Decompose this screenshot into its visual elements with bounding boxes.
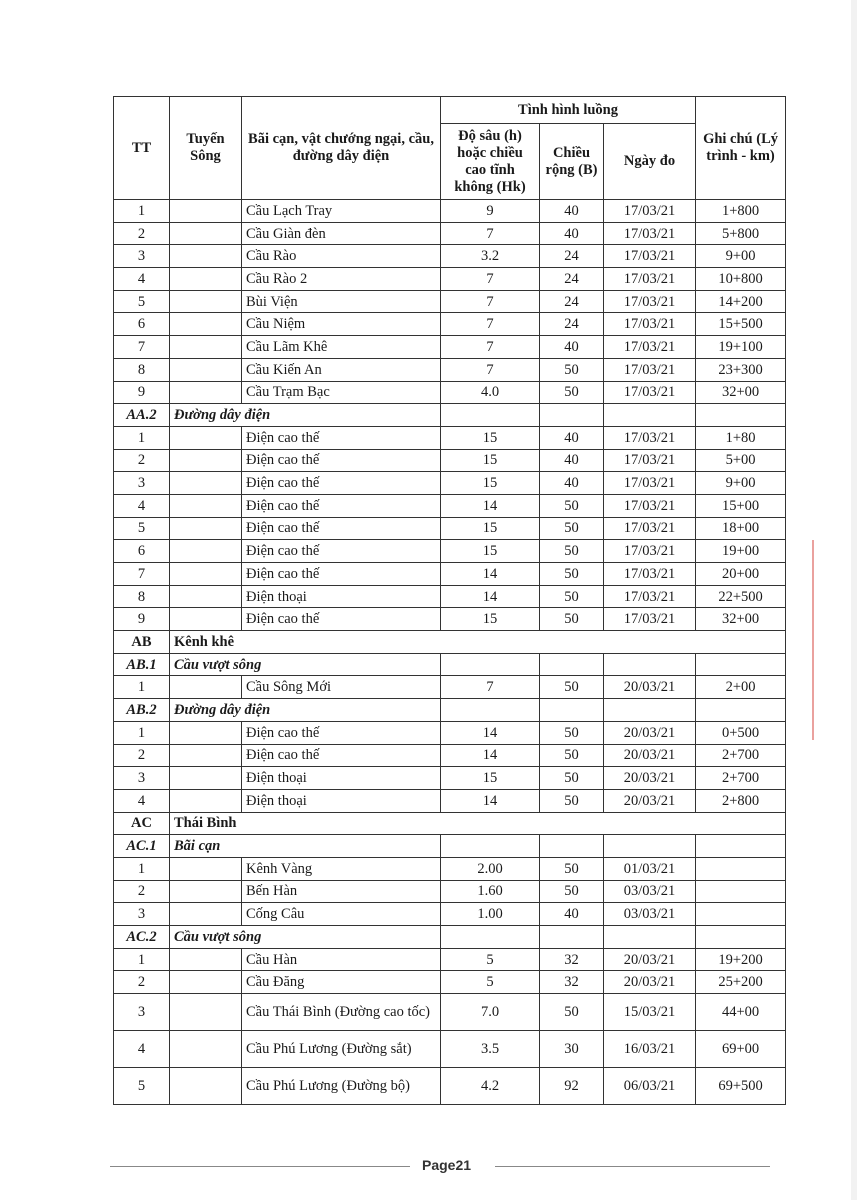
table-row bbox=[114, 608, 786, 631]
table-row bbox=[114, 767, 786, 790]
row-number: 6 bbox=[114, 540, 170, 563]
item-name: Cầu Sông Mới bbox=[242, 676, 441, 699]
item-name: Điện cao thế bbox=[242, 517, 441, 540]
width-value: 92 bbox=[540, 1068, 604, 1105]
header-tinh-hinh-luong: Tình hình luồng bbox=[441, 97, 696, 124]
survey-date: 17/03/21 bbox=[604, 222, 696, 245]
row-number: 7 bbox=[114, 336, 170, 359]
survey-date: 20/03/21 bbox=[604, 767, 696, 790]
row-number: 4 bbox=[114, 268, 170, 291]
page-footer bbox=[100, 1157, 780, 1177]
river-route-cell bbox=[170, 903, 242, 926]
width-value: 40 bbox=[540, 222, 604, 245]
width-value: 50 bbox=[540, 857, 604, 880]
item-name: Cầu Phú Lương (Đường bộ) bbox=[242, 1068, 441, 1105]
table-row bbox=[114, 200, 786, 223]
river-route-cell bbox=[170, 1068, 242, 1105]
river-route-cell bbox=[170, 313, 242, 336]
survey-date: 17/03/21 bbox=[604, 358, 696, 381]
chainage-km: 5+00 bbox=[696, 449, 786, 472]
depth-height-value: 1.00 bbox=[441, 903, 540, 926]
chainage-km: 69+500 bbox=[696, 1068, 786, 1105]
header-tt: TT bbox=[114, 97, 170, 200]
depth-height-value: 4.2 bbox=[441, 1068, 540, 1105]
chainage-km: 32+00 bbox=[696, 381, 786, 404]
width-value: 24 bbox=[540, 268, 604, 291]
table-row bbox=[114, 472, 786, 495]
section-ab2-row bbox=[114, 699, 786, 722]
river-route-cell bbox=[170, 585, 242, 608]
width-value: 24 bbox=[540, 290, 604, 313]
item-name: Bến Hàn bbox=[242, 880, 441, 903]
item-name: Kênh Vàng bbox=[242, 857, 441, 880]
width-value: 50 bbox=[540, 540, 604, 563]
width-value: 50 bbox=[540, 880, 604, 903]
depth-height-value: 14 bbox=[441, 494, 540, 517]
survey-date: 17/03/21 bbox=[604, 494, 696, 517]
chainage-km: 23+300 bbox=[696, 358, 786, 381]
row-number: 9 bbox=[114, 608, 170, 631]
river-route-cell bbox=[170, 472, 242, 495]
section-ac1-row bbox=[114, 835, 786, 858]
header-bai-can: Bãi cạn, vật chướng ngại, cầu, đường dây điện bbox=[242, 97, 441, 200]
row-number: 2 bbox=[114, 222, 170, 245]
row-number: 2 bbox=[114, 880, 170, 903]
river-route-cell bbox=[170, 426, 242, 449]
table-row bbox=[114, 336, 786, 359]
table-row bbox=[114, 1068, 786, 1105]
header-chieu-rong: Chiều rộng (B) bbox=[540, 124, 604, 200]
chainage-km: 2+800 bbox=[696, 789, 786, 812]
river-route-cell bbox=[170, 676, 242, 699]
depth-height-value: 7 bbox=[441, 313, 540, 336]
survey-date: 17/03/21 bbox=[604, 336, 696, 359]
survey-date: 20/03/21 bbox=[604, 676, 696, 699]
section-title: Cầu vượt sông bbox=[170, 653, 441, 676]
river-route-cell bbox=[170, 494, 242, 517]
row-number: 5 bbox=[114, 1068, 170, 1105]
depth-height-value: 14 bbox=[441, 789, 540, 812]
row-number: 2 bbox=[114, 971, 170, 994]
item-name: Điện thoại bbox=[242, 789, 441, 812]
river-route-cell bbox=[170, 449, 242, 472]
section-title: Đường dây điện bbox=[170, 404, 441, 427]
item-name: Cầu Giàn đèn bbox=[242, 222, 441, 245]
row-number: 2 bbox=[114, 744, 170, 767]
row-number: 8 bbox=[114, 585, 170, 608]
width-value: 40 bbox=[540, 903, 604, 926]
width-value: 40 bbox=[540, 449, 604, 472]
row-number: 4 bbox=[114, 1031, 170, 1068]
depth-height-value: 1.60 bbox=[441, 880, 540, 903]
item-name: Cầu Hàn bbox=[242, 948, 441, 971]
item-name: Điện cao thế bbox=[242, 744, 441, 767]
header-ghi-chu: Ghi chú (Lý trình - km) bbox=[696, 97, 786, 200]
row-number: 9 bbox=[114, 381, 170, 404]
river-route-cell bbox=[170, 948, 242, 971]
depth-height-value: 7 bbox=[441, 676, 540, 699]
chainage-km: 0+500 bbox=[696, 721, 786, 744]
chainage-km: 20+00 bbox=[696, 563, 786, 586]
river-route-cell bbox=[170, 540, 242, 563]
row-number: 2 bbox=[114, 449, 170, 472]
item-name: Cầu Phú Lương (Đường sắt) bbox=[242, 1031, 441, 1068]
width-value: 30 bbox=[540, 1031, 604, 1068]
table-row bbox=[114, 290, 786, 313]
section-code: AB.2 bbox=[114, 699, 170, 722]
width-value: 50 bbox=[540, 789, 604, 812]
depth-height-value: 5 bbox=[441, 971, 540, 994]
section-aa2-row bbox=[114, 404, 786, 427]
survey-date: 20/03/21 bbox=[604, 789, 696, 812]
section-title: Đường dây điện bbox=[170, 699, 441, 722]
row-number: 7 bbox=[114, 563, 170, 586]
chainage-km: 10+800 bbox=[696, 268, 786, 291]
depth-height-value: 7.0 bbox=[441, 994, 540, 1031]
survey-date: 01/03/21 bbox=[604, 857, 696, 880]
width-value: 50 bbox=[540, 721, 604, 744]
chainage-km: 15+500 bbox=[696, 313, 786, 336]
page-number: Page21 bbox=[422, 1157, 472, 1173]
width-value: 40 bbox=[540, 426, 604, 449]
table-row bbox=[114, 268, 786, 291]
river-route-cell bbox=[170, 245, 242, 268]
item-name: Điện cao thế bbox=[242, 472, 441, 495]
item-name: Điện cao thế bbox=[242, 540, 441, 563]
survey-date: 20/03/21 bbox=[604, 948, 696, 971]
survey-date: 17/03/21 bbox=[604, 313, 696, 336]
river-route-cell bbox=[170, 789, 242, 812]
row-number: 1 bbox=[114, 676, 170, 699]
section-code: AB.1 bbox=[114, 653, 170, 676]
row-number: 3 bbox=[114, 903, 170, 926]
survey-date: 15/03/21 bbox=[604, 994, 696, 1031]
table-row bbox=[114, 426, 786, 449]
table-row bbox=[114, 948, 786, 971]
row-number: 5 bbox=[114, 290, 170, 313]
item-name: Điện cao thế bbox=[242, 449, 441, 472]
row-number: 1 bbox=[114, 200, 170, 223]
river-route-cell bbox=[170, 721, 242, 744]
river-route-cell bbox=[170, 358, 242, 381]
section-title: Bãi cạn bbox=[170, 835, 441, 858]
depth-height-value: 9 bbox=[441, 200, 540, 223]
item-name: Cống Câu bbox=[242, 903, 441, 926]
width-value: 40 bbox=[540, 200, 604, 223]
river-route-cell bbox=[170, 1031, 242, 1068]
footer-rule-left bbox=[110, 1166, 410, 1167]
section-code: AC.2 bbox=[114, 926, 170, 949]
row-number: 4 bbox=[114, 494, 170, 517]
table-row bbox=[114, 540, 786, 563]
survey-date: 20/03/21 bbox=[604, 744, 696, 767]
survey-date: 17/03/21 bbox=[604, 245, 696, 268]
section-ab1-row bbox=[114, 653, 786, 676]
table-row bbox=[114, 358, 786, 381]
table-row bbox=[114, 721, 786, 744]
item-name: Cầu Lạch Tray bbox=[242, 200, 441, 223]
river-route-cell bbox=[170, 994, 242, 1031]
depth-height-value: 4.0 bbox=[441, 381, 540, 404]
river-route-cell bbox=[170, 767, 242, 790]
depth-height-value: 15 bbox=[441, 472, 540, 495]
depth-height-value: 5 bbox=[441, 948, 540, 971]
survey-date: 17/03/21 bbox=[604, 517, 696, 540]
survey-date: 17/03/21 bbox=[604, 563, 696, 586]
chainage-km bbox=[696, 857, 786, 880]
river-route-cell bbox=[170, 517, 242, 540]
table-body bbox=[114, 200, 786, 1105]
chainage-km: 19+00 bbox=[696, 540, 786, 563]
depth-height-value: 7 bbox=[441, 222, 540, 245]
survey-date: 16/03/21 bbox=[604, 1031, 696, 1068]
river-route-cell bbox=[170, 336, 242, 359]
river-route-cell bbox=[170, 222, 242, 245]
section-ac2-row bbox=[114, 926, 786, 949]
header-tuyen-song: Tuyến Sông bbox=[170, 97, 242, 200]
item-name: Cầu Lãm Khê bbox=[242, 336, 441, 359]
table-row bbox=[114, 994, 786, 1031]
width-value: 40 bbox=[540, 472, 604, 495]
table-row bbox=[114, 676, 786, 699]
width-value: 50 bbox=[540, 767, 604, 790]
chainage-km: 25+200 bbox=[696, 971, 786, 994]
river-route-cell bbox=[170, 381, 242, 404]
table-row bbox=[114, 971, 786, 994]
width-value: 32 bbox=[540, 971, 604, 994]
row-number: 3 bbox=[114, 472, 170, 495]
chainage-km: 1+80 bbox=[696, 426, 786, 449]
chainage-km bbox=[696, 880, 786, 903]
item-name: Cầu Đăng bbox=[242, 971, 441, 994]
depth-height-value: 15 bbox=[441, 517, 540, 540]
survey-date: 17/03/21 bbox=[604, 540, 696, 563]
table-row bbox=[114, 903, 786, 926]
item-name: Cầu Rào bbox=[242, 245, 441, 268]
channel-status-table bbox=[113, 96, 786, 1105]
section-code: AA.2 bbox=[114, 404, 170, 427]
survey-date: 17/03/21 bbox=[604, 200, 696, 223]
depth-height-value: 14 bbox=[441, 721, 540, 744]
section-title: Thái Bình bbox=[170, 812, 786, 835]
table-row bbox=[114, 449, 786, 472]
river-route-cell bbox=[170, 971, 242, 994]
depth-height-value: 14 bbox=[441, 585, 540, 608]
river-route-cell bbox=[170, 290, 242, 313]
chainage-km: 69+00 bbox=[696, 1031, 786, 1068]
survey-date: 03/03/21 bbox=[604, 880, 696, 903]
section-ac-row bbox=[114, 812, 786, 835]
depth-height-value: 7 bbox=[441, 268, 540, 291]
width-value: 50 bbox=[540, 358, 604, 381]
chainage-km: 22+500 bbox=[696, 585, 786, 608]
chainage-km: 2+700 bbox=[696, 744, 786, 767]
chainage-km: 2+700 bbox=[696, 767, 786, 790]
depth-height-value: 7 bbox=[441, 290, 540, 313]
item-name: Điện cao thế bbox=[242, 721, 441, 744]
survey-date: 06/03/21 bbox=[604, 1068, 696, 1105]
item-name: Cầu Trạm Bạc bbox=[242, 381, 441, 404]
depth-height-value: 3.5 bbox=[441, 1031, 540, 1068]
chainage-km: 19+100 bbox=[696, 336, 786, 359]
row-number: 1 bbox=[114, 721, 170, 744]
table-row bbox=[114, 494, 786, 517]
depth-height-value: 15 bbox=[441, 449, 540, 472]
row-number: 1 bbox=[114, 426, 170, 449]
width-value: 50 bbox=[540, 563, 604, 586]
chainage-km: 32+00 bbox=[696, 608, 786, 631]
width-value: 32 bbox=[540, 948, 604, 971]
width-value: 50 bbox=[540, 494, 604, 517]
section-code: AC.1 bbox=[114, 835, 170, 858]
width-value: 24 bbox=[540, 245, 604, 268]
survey-date: 17/03/21 bbox=[604, 426, 696, 449]
width-value: 50 bbox=[540, 608, 604, 631]
table-row bbox=[114, 517, 786, 540]
depth-height-value: 7 bbox=[441, 336, 540, 359]
item-name: Điện thoại bbox=[242, 767, 441, 790]
header-ngay-do: Ngày đo bbox=[604, 124, 696, 200]
survey-date: 20/03/21 bbox=[604, 721, 696, 744]
row-number: 1 bbox=[114, 857, 170, 880]
section-title: Cầu vượt sông bbox=[170, 926, 441, 949]
river-route-cell bbox=[170, 268, 242, 291]
depth-height-value: 7 bbox=[441, 358, 540, 381]
item-name: Cầu Rào 2 bbox=[242, 268, 441, 291]
survey-date: 17/03/21 bbox=[604, 290, 696, 313]
item-name: Điện cao thế bbox=[242, 608, 441, 631]
river-route-cell bbox=[170, 200, 242, 223]
table-header bbox=[114, 97, 786, 200]
depth-height-value: 2.00 bbox=[441, 857, 540, 880]
table-row bbox=[114, 1031, 786, 1068]
section-ab-row bbox=[114, 631, 786, 654]
survey-date: 17/03/21 bbox=[604, 449, 696, 472]
survey-date: 17/03/21 bbox=[604, 381, 696, 404]
survey-date: 17/03/21 bbox=[604, 472, 696, 495]
section-code: AC bbox=[114, 812, 170, 835]
depth-height-value: 15 bbox=[441, 608, 540, 631]
survey-date: 17/03/21 bbox=[604, 268, 696, 291]
depth-height-value: 14 bbox=[441, 744, 540, 767]
chainage-km: 44+00 bbox=[696, 994, 786, 1031]
chainage-km: 18+00 bbox=[696, 517, 786, 540]
survey-date: 17/03/21 bbox=[604, 585, 696, 608]
table-row bbox=[114, 744, 786, 767]
row-number: 3 bbox=[114, 994, 170, 1031]
river-route-cell bbox=[170, 744, 242, 767]
table-row bbox=[114, 381, 786, 404]
width-value: 50 bbox=[540, 744, 604, 767]
river-route-cell bbox=[170, 857, 242, 880]
red-stamp-mark bbox=[812, 540, 854, 740]
survey-date: 17/03/21 bbox=[604, 608, 696, 631]
river-route-cell bbox=[170, 608, 242, 631]
table-row bbox=[114, 313, 786, 336]
item-name: Cầu Kiến An bbox=[242, 358, 441, 381]
chainage-km: 1+800 bbox=[696, 200, 786, 223]
row-number: 3 bbox=[114, 245, 170, 268]
chainage-km: 19+200 bbox=[696, 948, 786, 971]
row-number: 5 bbox=[114, 517, 170, 540]
section-code: AB bbox=[114, 631, 170, 654]
width-value: 40 bbox=[540, 336, 604, 359]
river-route-cell bbox=[170, 880, 242, 903]
row-number: 1 bbox=[114, 948, 170, 971]
chainage-km: 2+00 bbox=[696, 676, 786, 699]
table-row bbox=[114, 789, 786, 812]
chainage-km: 14+200 bbox=[696, 290, 786, 313]
width-value: 50 bbox=[540, 381, 604, 404]
depth-height-value: 14 bbox=[441, 563, 540, 586]
width-value: 50 bbox=[540, 676, 604, 699]
width-value: 50 bbox=[540, 994, 604, 1031]
table-row bbox=[114, 857, 786, 880]
chainage-km: 15+00 bbox=[696, 494, 786, 517]
chainage-km: 5+800 bbox=[696, 222, 786, 245]
header-do-sau: Độ sâu (h) hoặc chiều cao tĩnh không (Hk) bbox=[441, 124, 540, 200]
chainage-km bbox=[696, 903, 786, 926]
item-name: Điện cao thế bbox=[242, 494, 441, 517]
table-row bbox=[114, 585, 786, 608]
table-row bbox=[114, 880, 786, 903]
survey-date: 03/03/21 bbox=[604, 903, 696, 926]
chainage-km: 9+00 bbox=[696, 472, 786, 495]
footer-rule-right bbox=[495, 1166, 770, 1167]
table-row bbox=[114, 563, 786, 586]
section-title: Kênh khê bbox=[170, 631, 786, 654]
row-number: 8 bbox=[114, 358, 170, 381]
depth-height-value: 15 bbox=[441, 426, 540, 449]
item-name: Điện cao thế bbox=[242, 426, 441, 449]
item-name: Bùi Viện bbox=[242, 290, 441, 313]
depth-height-value: 3.2 bbox=[441, 245, 540, 268]
chainage-km: 9+00 bbox=[696, 245, 786, 268]
table-row bbox=[114, 245, 786, 268]
item-name: Điện thoại bbox=[242, 585, 441, 608]
width-value: 24 bbox=[540, 313, 604, 336]
item-name: Điện cao thế bbox=[242, 563, 441, 586]
depth-height-value: 15 bbox=[441, 767, 540, 790]
river-route-cell bbox=[170, 563, 242, 586]
row-number: 4 bbox=[114, 789, 170, 812]
width-value: 50 bbox=[540, 517, 604, 540]
survey-date: 20/03/21 bbox=[604, 971, 696, 994]
depth-height-value: 15 bbox=[441, 540, 540, 563]
row-number: 6 bbox=[114, 313, 170, 336]
item-name: Cầu Niệm bbox=[242, 313, 441, 336]
row-number: 3 bbox=[114, 767, 170, 790]
item-name: Cầu Thái Bình (Đường cao tốc) bbox=[242, 994, 441, 1031]
width-value: 50 bbox=[540, 585, 604, 608]
table-row bbox=[114, 222, 786, 245]
